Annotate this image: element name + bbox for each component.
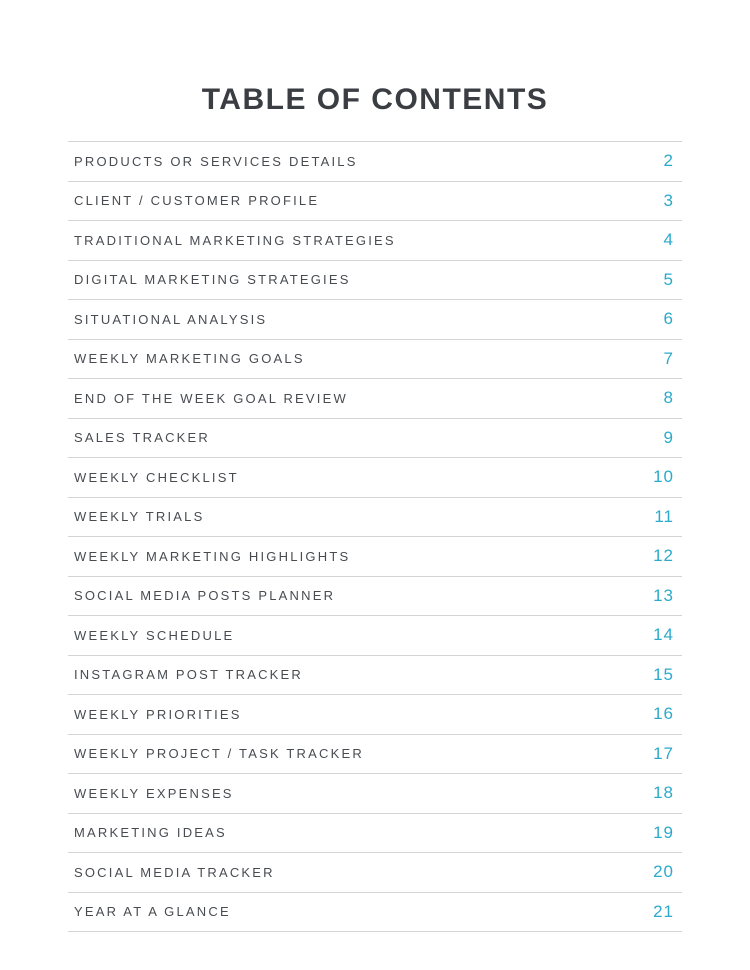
page-title: TABLE OF CONTENTS: [201, 83, 549, 116]
toc-row: [68, 656, 682, 696]
toc-entry-label: WEEKLY SCHEDULE: [74, 627, 235, 643]
toc-entry-page-number: 11: [654, 506, 674, 526]
toc-entry-page-number: 13: [653, 585, 674, 605]
toc-entry-label: INSTAGRAM POST TRACKER: [74, 667, 303, 683]
toc-entry-label: WEEKLY MARKETING GOALS: [74, 351, 305, 367]
toc-row: [68, 340, 682, 380]
toc-list: [68, 141, 682, 932]
toc-entry-page-number: 5: [663, 269, 674, 289]
toc-entry-label: YEAR AT A GLANCE: [74, 904, 231, 920]
toc-row: [68, 893, 682, 933]
toc-entry-label: WEEKLY PROJECT / TASK TRACKER: [74, 746, 364, 762]
toc-entry-label: SALES TRACKER: [74, 430, 211, 446]
toc-row: [68, 498, 682, 538]
toc-row: [68, 616, 682, 656]
toc-entry-label: PRODUCTS OR SERVICES DETAILS: [74, 153, 358, 169]
toc-row: [68, 419, 682, 459]
toc-entry-label: WEEKLY EXPENSES: [74, 785, 234, 801]
toc-row: [68, 142, 682, 182]
toc-row: [68, 379, 682, 419]
toc-entry-page-number: 4: [663, 230, 674, 250]
toc-entry-label: MARKETING IDEAS: [74, 825, 227, 841]
toc-entry-page-number: 10: [653, 467, 674, 487]
toc-row: [68, 261, 682, 301]
toc-row: [68, 182, 682, 222]
toc-entry-label: WEEKLY CHECKLIST: [74, 469, 239, 485]
toc-row: [68, 300, 682, 340]
toc-entry-label: DIGITAL MARKETING STRATEGIES: [74, 272, 351, 288]
toc-entry-page-number: 20: [653, 862, 674, 882]
toc-entry-page-number: 16: [653, 704, 674, 724]
toc-entry-page-number: 19: [653, 822, 674, 842]
toc-entry-label: SOCIAL MEDIA POSTS PLANNER: [74, 588, 336, 604]
toc-row: [68, 735, 682, 775]
toc-entry-label: WEEKLY PRIORITIES: [74, 706, 242, 722]
toc-row: [68, 537, 682, 577]
toc-entry-page-number: 8: [663, 388, 674, 408]
toc-row: [68, 577, 682, 617]
toc-entry-label: WEEKLY TRIALS: [74, 509, 205, 525]
toc-entry-page-number: 12: [653, 546, 674, 566]
toc-entry-page-number: 21: [653, 901, 674, 921]
toc-entry-page-number: 2: [663, 151, 674, 171]
toc-entry-label: SITUATIONAL ANALYSIS: [74, 311, 268, 327]
toc-entry-page-number: 6: [663, 309, 674, 329]
toc-entry-page-number: 9: [663, 427, 674, 447]
toc-entry-label: SOCIAL MEDIA TRACKER: [74, 864, 275, 880]
toc-entry-page-number: 18: [653, 783, 674, 803]
toc-entry-page-number: 14: [653, 625, 674, 645]
toc-entry-page-number: 3: [663, 190, 674, 210]
document-page: [0, 84, 750, 970]
toc-entry-label: END OF THE WEEK GOAL REVIEW: [74, 390, 348, 406]
toc-entry-page-number: 7: [663, 348, 674, 368]
toc-row: [68, 774, 682, 814]
toc-row: [68, 853, 682, 893]
toc-entry-page-number: 17: [653, 743, 674, 763]
toc-entry-page-number: 15: [653, 664, 674, 684]
toc-entry-label: CLIENT / CUSTOMER PROFILE: [74, 193, 320, 209]
toc-entry-label: TRADITIONAL MARKETING STRATEGIES: [74, 232, 396, 248]
toc-row: [68, 695, 682, 735]
toc-row: [68, 221, 682, 261]
toc-row: [68, 814, 682, 854]
toc-row: [68, 458, 682, 498]
toc-entry-label: WEEKLY MARKETING HIGHLIGHTS: [74, 548, 351, 564]
